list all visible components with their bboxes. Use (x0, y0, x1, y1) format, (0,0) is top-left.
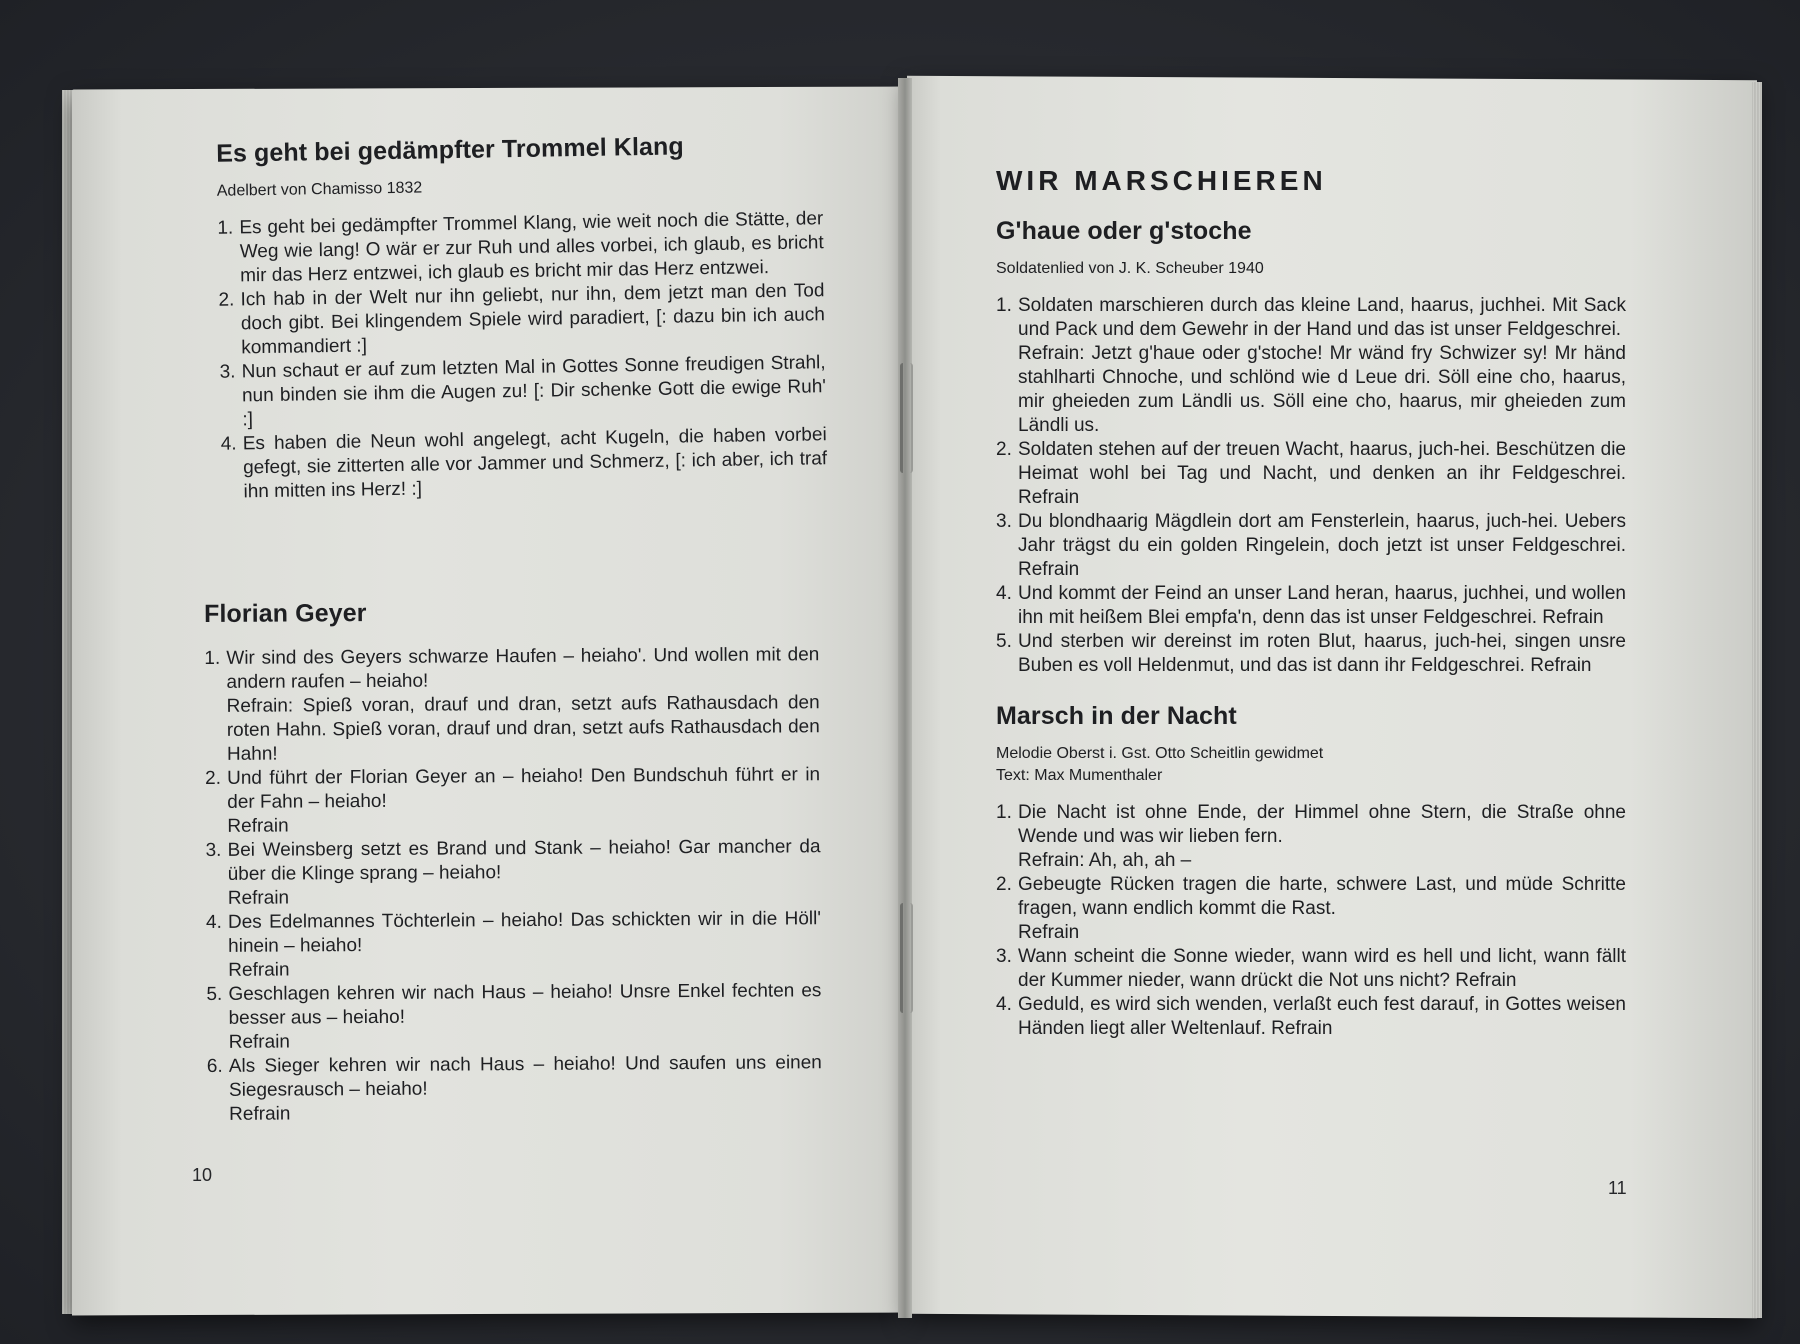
staple-bottom (900, 903, 913, 1013)
verse-refrain: Refrain (228, 959, 290, 981)
verse-number: 4. (220, 433, 237, 455)
verse-refrain: Refrain (228, 1031, 291, 1053)
verse-number: 2. (205, 767, 222, 789)
staple-top (900, 363, 913, 473)
verse-number: 5. (996, 631, 1012, 652)
verse-number: 4. (996, 583, 1012, 604)
verse (996, 294, 1626, 438)
verse-list (996, 294, 1626, 678)
verse-number: 4. (996, 994, 1012, 1015)
verse-text: Wann scheint die Sonne wieder, wann wird es hell und licht, wann fällt der Kummer nieder, wann drückt die Not uns nicht? Refrain (1018, 946, 1626, 991)
page-number-left: 10 (192, 1165, 213, 1185)
verse (218, 279, 825, 361)
verse-text: Wir sind des Geyers schwarze Haufen – heiaho'. Und wollen mit den andern raufen – heiaho! (226, 644, 820, 693)
song-marsch-in-der-nacht (996, 702, 1626, 1041)
verse-text: Es geht bei gedämpfter Trommel Klang, wie weit noch die Stätte, der Weg wie lang! O wär er zur Ruh und alles vorbei, ich glaub, es bricht mir das Herz entzwei, ich glaub es bricht mir das Herz entzwei. (239, 208, 824, 287)
verse (204, 643, 820, 767)
verse-text: Gebeugte Rücken tragen die harte, schwere Last, und müde Schritte fragen, wann endlich kommt die Rast. (1018, 874, 1626, 919)
verse-text: Es haben die Neun wohl angelegt, acht Kugeln, die haben vorbei gefegt, sie zitterten alle vor Jammer und Schmerz, [: ich aber, ich traf ihn mitten ins Herz! :] (242, 424, 828, 503)
song-title: Florian Geyer (204, 599, 367, 628)
booklet-spine (898, 78, 912, 1318)
verse-number: 2. (996, 439, 1012, 460)
verse-number: 3. (219, 361, 236, 383)
verse-refrain: Refrain (229, 1103, 291, 1125)
verse-text: Soldaten stehen auf der treuen Wacht, haarus, juch-hei. Beschützen die Heimat wohl bei Tag und Nacht, und denken an ihr Feldgeschrei. Refrain (1018, 439, 1626, 508)
song-ghaue-oder-gstoche (996, 217, 1626, 678)
verse (996, 510, 1626, 582)
verse-number: 1. (996, 802, 1012, 823)
verse-refrain: Refrain (227, 815, 289, 837)
verse-number: 6. (206, 1055, 223, 1077)
verse-list (204, 643, 822, 1127)
verse-refrain: Refrain: Jetzt g'haue oder g'stoche! Mr wänd fry Schwizer sy! Mr händ stahlharti Chnoche, und schlönd wie d Leue dri. Söll eine cho, haarus, mir gheieden zum Ländli us. Söll eine cho, haarus, mir gheieden zum Ländli us. (1018, 343, 1626, 436)
verse-number: 1. (204, 647, 221, 669)
verse (996, 438, 1626, 510)
verse-number: 3. (996, 946, 1012, 967)
verse-text: Und sterben wir dereinst im roten Blut, haarus, juch-hei, singen unsre Buben es voll Heldenmut, und das ist dann ihr Feldgeschrei. Refrain (1018, 631, 1626, 676)
verse-number: 3. (205, 839, 222, 861)
verse (996, 993, 1626, 1041)
song-author: Soldatenlied von J. K. Scheuber 1940 (996, 260, 1264, 277)
verse (207, 1051, 822, 1127)
verse-text: Geschlagen kehren wir nach Haus – heiaho! Unsre Enkel fechten es besser aus – heiaho! (228, 980, 822, 1029)
verse-number: 5. (206, 983, 223, 1005)
page-edges-right (1752, 82, 1762, 1318)
verse-text: Bei Weinsberg setzt es Brand und Stank – heiaho! Gar mancher da über die Klinge sprang – heiaho! (227, 836, 821, 885)
section-heading: WIR MARSCHIEREN (996, 165, 1327, 196)
song-title: Es geht bei gedämpfter Trommel Klang (215, 132, 684, 168)
verse (206, 907, 821, 983)
verse-text: Du blondhaarig Mägdlein dort am Fensterlein, haarus, juch-hei. Uebers Jahr trägst du ein golden Ringelein, doch jetzt ist unser Feldgeschrei. Refrain (1018, 511, 1626, 580)
left-page-content (200, 132, 828, 1125)
verse-list (217, 207, 827, 504)
verse-refrain: Refrain: Spieß voran, drauf und dran, setzt aufs Rathausdach den roten Hahn. Spieß voran, drauf und dran, setzt aufs Rathausdach den Hahn! (226, 692, 820, 765)
verse-text: Nun schaut er auf zum letzten Mal in Gottes Sonne freudigen Strahl, nun binden sie ihm die Augen zu! [: Dir schenke Gott die ewige Ruh' :] (241, 352, 827, 431)
verse-number: 1. (217, 217, 234, 239)
verse (996, 582, 1626, 630)
verse (996, 801, 1626, 873)
verse (205, 835, 820, 911)
verse-number: 2. (218, 289, 235, 311)
song-title: Marsch in der Nacht (996, 702, 1237, 730)
verse (219, 351, 826, 433)
verse (205, 763, 820, 839)
verse-number: 3. (996, 511, 1012, 532)
song-trommel-klang (200, 130, 828, 505)
verse-number: 4. (205, 911, 222, 933)
verse (996, 945, 1626, 993)
song-melody-credit: Melodie Oberst i. Gst. Otto Scheitlin gewidmet (996, 745, 1324, 762)
verse-text: Geduld, es wird sich wenden, verlaßt euch fest darauf, in Gottes weisen Händen liegt aller Weltenlauf. Refrain (1018, 994, 1626, 1039)
verse-number: 2. (996, 874, 1012, 895)
verse-refrain: Refrain: Ah, ah, ah – (1018, 850, 1192, 871)
song-text-credit: Text: Max Mumenthaler (996, 767, 1163, 784)
verse-text: Die Nacht ist ohne Ende, der Himmel ohne Stern, die Straße ohne Wende und was wir lieben fern. (1018, 802, 1626, 847)
right-page-content (996, 165, 1626, 1041)
verse-text: Und führt der Florian Geyer an – heiaho! Den Bundschuh führt er in der Fahn – heiaho! (227, 764, 821, 813)
verse (206, 979, 821, 1055)
verse-text: Ich hab in der Welt nur ihn geliebt, nur ihn, dem jetzt man den Tod doch gibt. Bei klingendem Spiele wird paradiert, [: dazu bin ich auch kommandiert :] (240, 280, 825, 359)
verse-text: Soldaten marschieren durch das kleine Land, haarus, juchhei. Mit Sack und Pack und dem Gewehr in der Hand und das ist unser Feldgeschrei. (1018, 295, 1626, 340)
verse-text: Des Edelmannes Töchterlein – heiaho! Das schickten wir in die Höll' hinein – heiaho! (227, 908, 822, 957)
verse (996, 630, 1626, 678)
verse-text: Als Sieger kehren wir nach Haus – heiaho! Und saufen uns einen Siegesrausch – heiaho! (228, 1052, 822, 1101)
verse-refrain: Refrain (1018, 922, 1080, 943)
verse (217, 207, 824, 289)
verse-text: Und kommt der Feind an unser Land heran, haarus, juchhei, und wollen ihn mit heißem Blei empfa'n, denn das ist unser Feldgeschrei. Refrain (1018, 583, 1626, 628)
verse-refrain: Refrain (227, 887, 290, 909)
verse (221, 423, 828, 505)
verse-number: 1. (996, 295, 1012, 316)
page-number-right: 11 (1608, 1178, 1627, 1198)
verse (996, 873, 1626, 945)
song-florian-geyer (204, 596, 822, 1127)
song-title: G'haue oder g'stoche (996, 217, 1252, 245)
song-author: Adelbert von Chamisso 1832 (216, 179, 423, 200)
verse-list (996, 801, 1626, 1041)
